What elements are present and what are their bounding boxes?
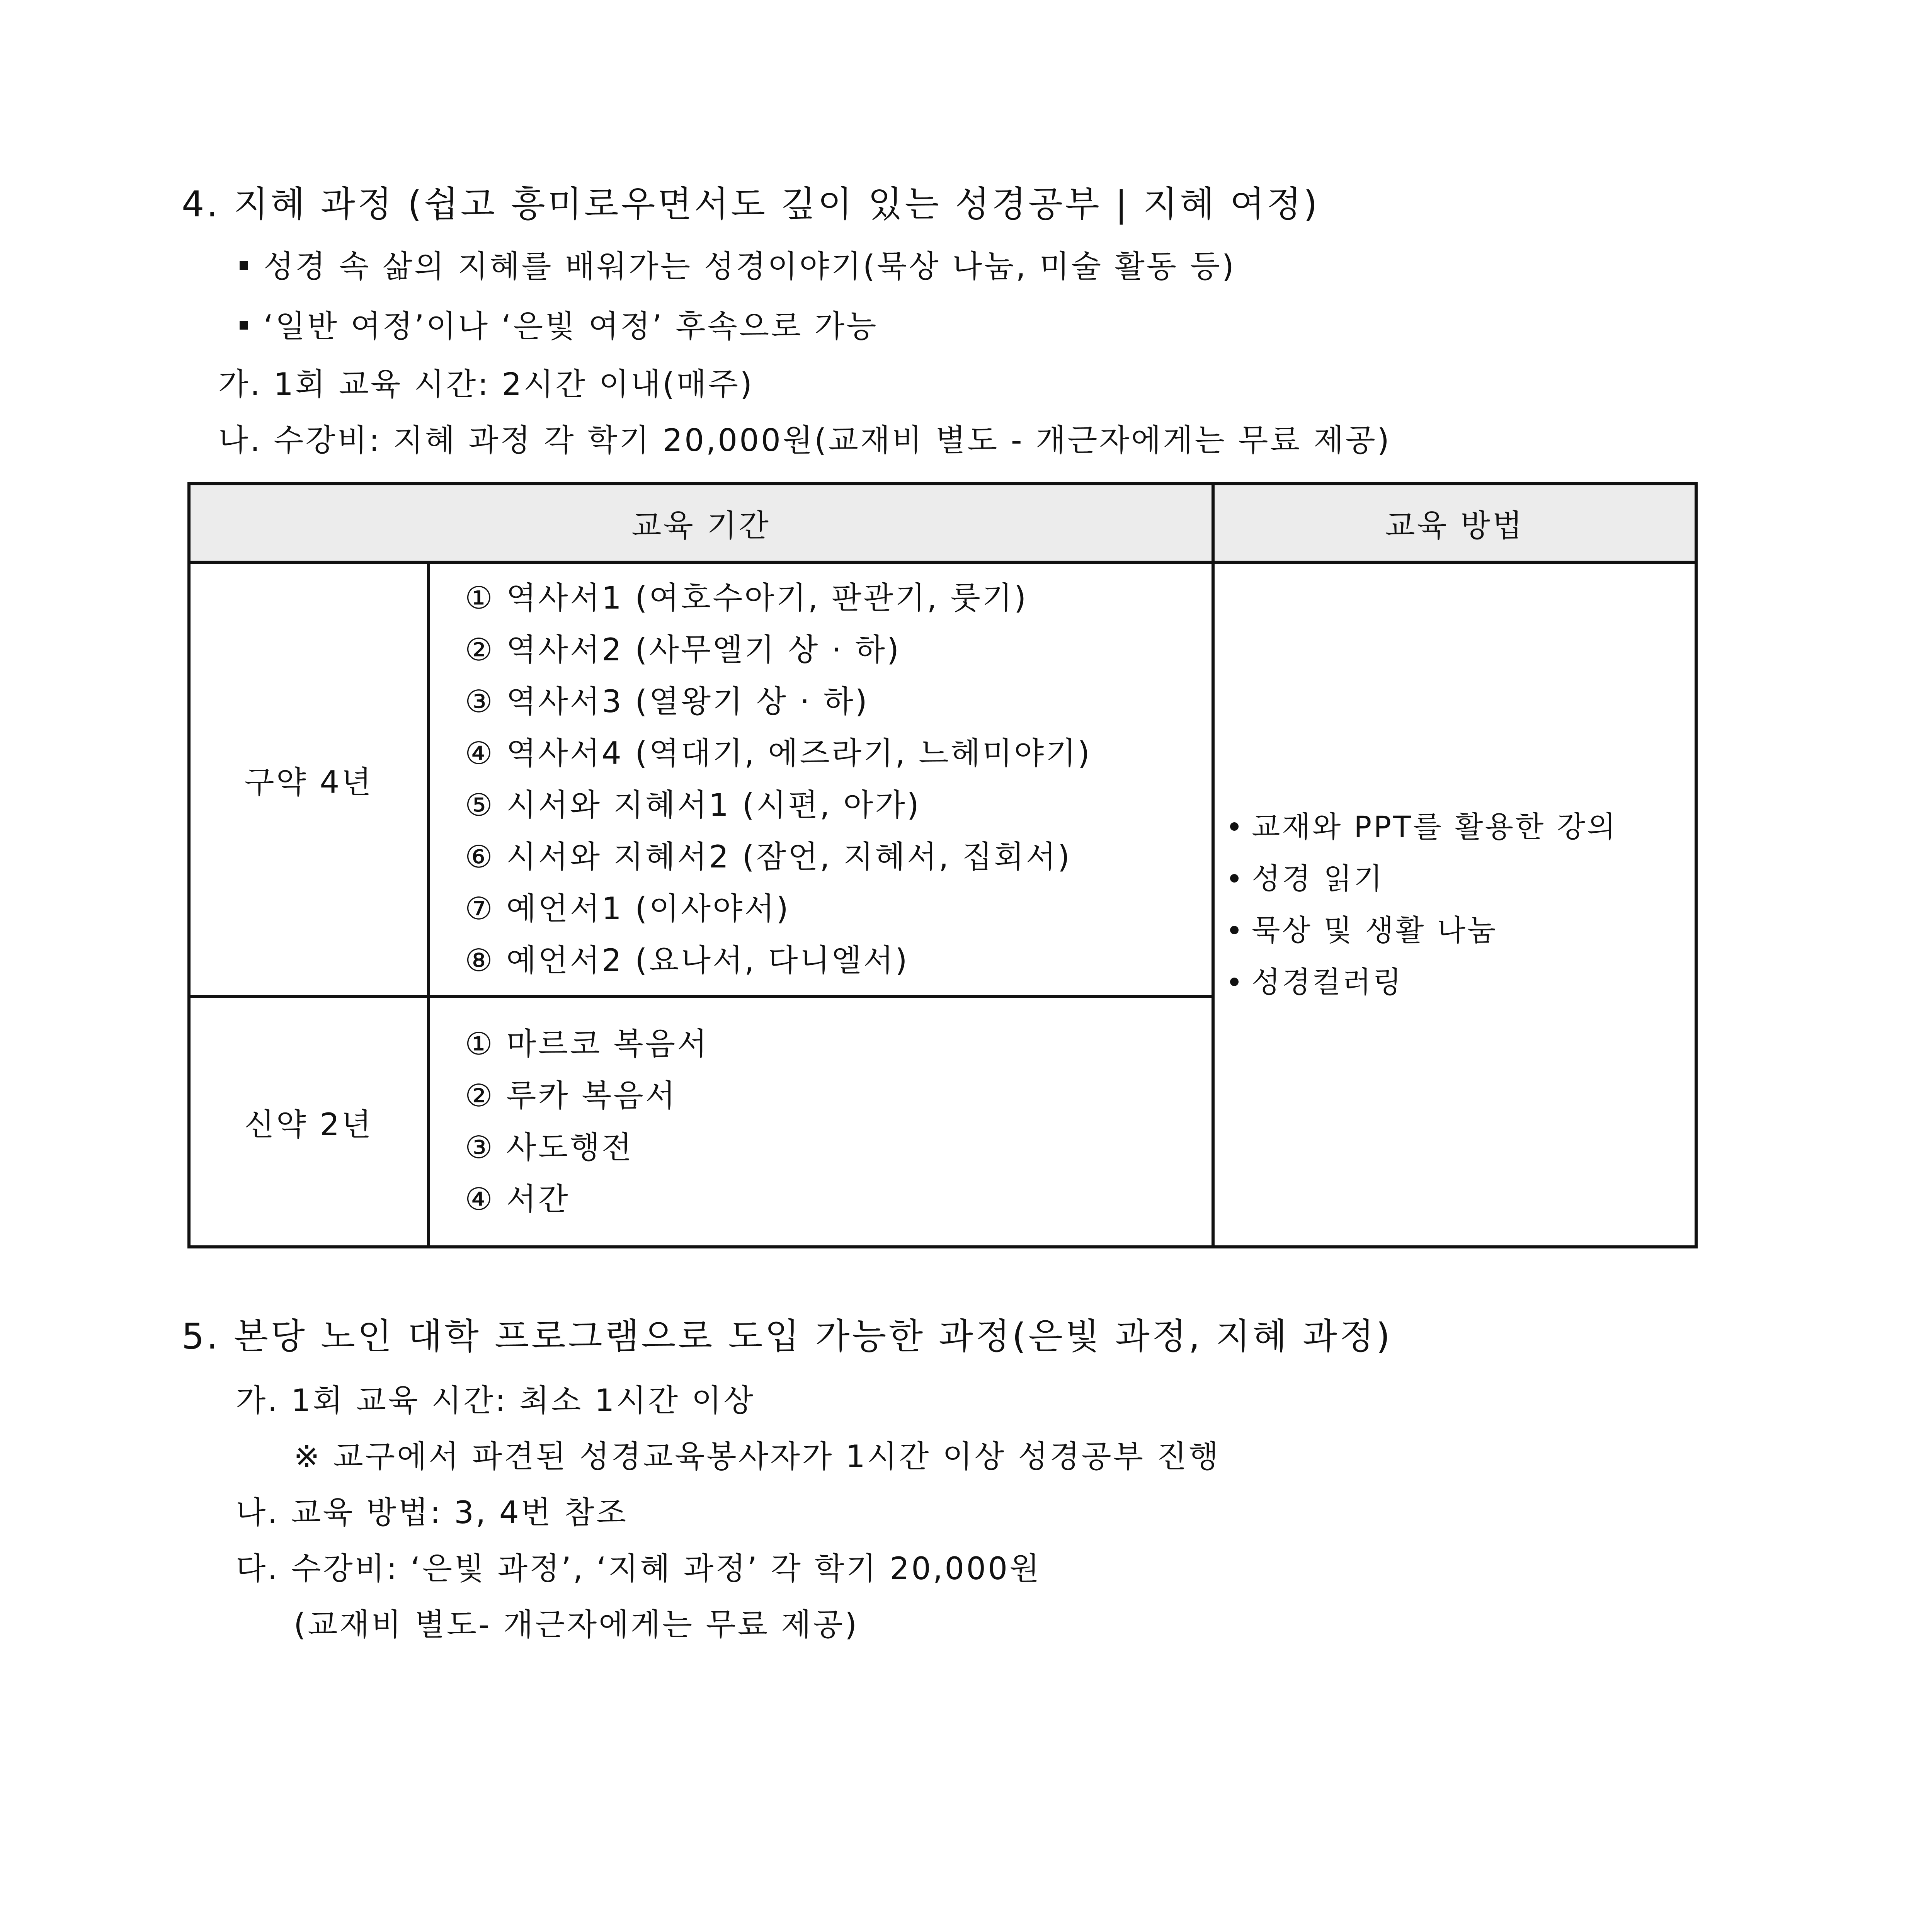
- header-period: 교육 기간: [189, 484, 1213, 562]
- list-item: ② 루카 복음서: [465, 1078, 677, 1114]
- section4-bullet-1-text: 성경 속 삶의 지혜를 배워가는 성경이야기(묵상 나눔, 미술 활동 등): [264, 248, 1236, 284]
- list-item: ④ 역사서4 (역대기, 에즈라기, 느헤미야기): [465, 735, 1092, 771]
- method-text: 묵상 및 생활 나눔: [1252, 913, 1498, 947]
- method-text: 교재와 PPT를 활용한 강의: [1252, 810, 1618, 844]
- dot-bullet-icon: [1230, 822, 1239, 831]
- list-item: ⑧ 예언서2 (요나서, 다니엘서): [465, 942, 909, 978]
- dot-bullet-icon: [1230, 926, 1239, 934]
- ot-items-cell: [429, 562, 1213, 997]
- square-bullet-icon: [240, 261, 248, 270]
- ot-period-label: 구약 4년: [189, 562, 429, 997]
- list-item: ① 마르코 복음서: [465, 1026, 709, 1062]
- list-item: ⑥ 시서와 지혜서2 (잠언, 지혜서, 집회서): [465, 839, 1072, 875]
- list-item: ④ 서간: [465, 1181, 570, 1217]
- section4-line-na: 나. 수강비: 지혜 과정 각 학기 20,000원(교재비 별도 - 개근자에게는 무료 제공): [218, 422, 1391, 458]
- method-item: [1230, 801, 1695, 853]
- method-item: [1230, 853, 1695, 905]
- nt-items-cell: [429, 997, 1213, 1247]
- section4-bullet-2-text: ‘일반 여정’이나 ‘은빛 여정’ 후속으로 가능: [264, 308, 878, 344]
- nt-period-label: 신약 2년: [189, 997, 429, 1247]
- section5-line-na: 나. 교육 방법: 3, 4번 참조: [236, 1495, 628, 1531]
- section4-bullet-2: [240, 301, 878, 346]
- method-text: 성경 읽기: [1252, 861, 1384, 896]
- section5-line-ga: 가. 1회 교육 시간: 최소 1시간 이상: [236, 1383, 756, 1418]
- section5-note: ※ 교구에서 파견된 성경교육봉사자가 1시간 이상 성경공부 진행: [294, 1439, 1220, 1475]
- method-text: 성경컬러링: [1252, 965, 1404, 999]
- list-item: ⑤ 시서와 지혜서1 (시편, 아가): [465, 787, 921, 823]
- section4-line-ga: 가. 1회 교육 시간: 2시간 이내(매주): [218, 366, 754, 402]
- square-bullet-icon: [240, 321, 248, 330]
- dot-bullet-icon: [1230, 978, 1239, 986]
- list-item: ③ 역사서3 (열왕기 상 · 하): [465, 684, 869, 719]
- dot-bullet-icon: [1230, 874, 1239, 883]
- curriculum-table: [187, 482, 1698, 1248]
- list-item: ① 역사서1 (여호수아기, 판관기, 룻기): [465, 580, 1028, 616]
- table-header-row: [189, 484, 1696, 562]
- list-item: ③ 사도행전: [465, 1129, 634, 1165]
- method-item: [1230, 956, 1695, 1008]
- list-item: ⑦ 예언서1 (이사야서): [465, 891, 790, 927]
- section5-line-da: 다. 수강비: ‘은빛 과정’, ‘지혜 과정’ 각 학기 20,000원: [236, 1551, 1041, 1587]
- section5-line-da-cont: (교재비 별도- 개근자에게는 무료 제공): [294, 1607, 859, 1643]
- method-item: [1230, 905, 1695, 956]
- header-method: 교육 방법: [1213, 484, 1696, 562]
- section4-bullet-1: [240, 242, 1236, 286]
- table-row-ot: [189, 562, 1696, 997]
- section5-heading: 5. 본당 노인 대학 프로그램으로 도입 가능한 과정(은빛 과정, 지혜 과정): [182, 1316, 1392, 1357]
- method-cell: [1213, 562, 1696, 1247]
- section4-heading: 4. 지혜 과정 (쉽고 흥미로우면서도 깊이 있는 성경공부 | 지혜 여정): [182, 184, 1320, 225]
- list-item: ② 역사서2 (사무엘기 상 · 하): [465, 632, 901, 668]
